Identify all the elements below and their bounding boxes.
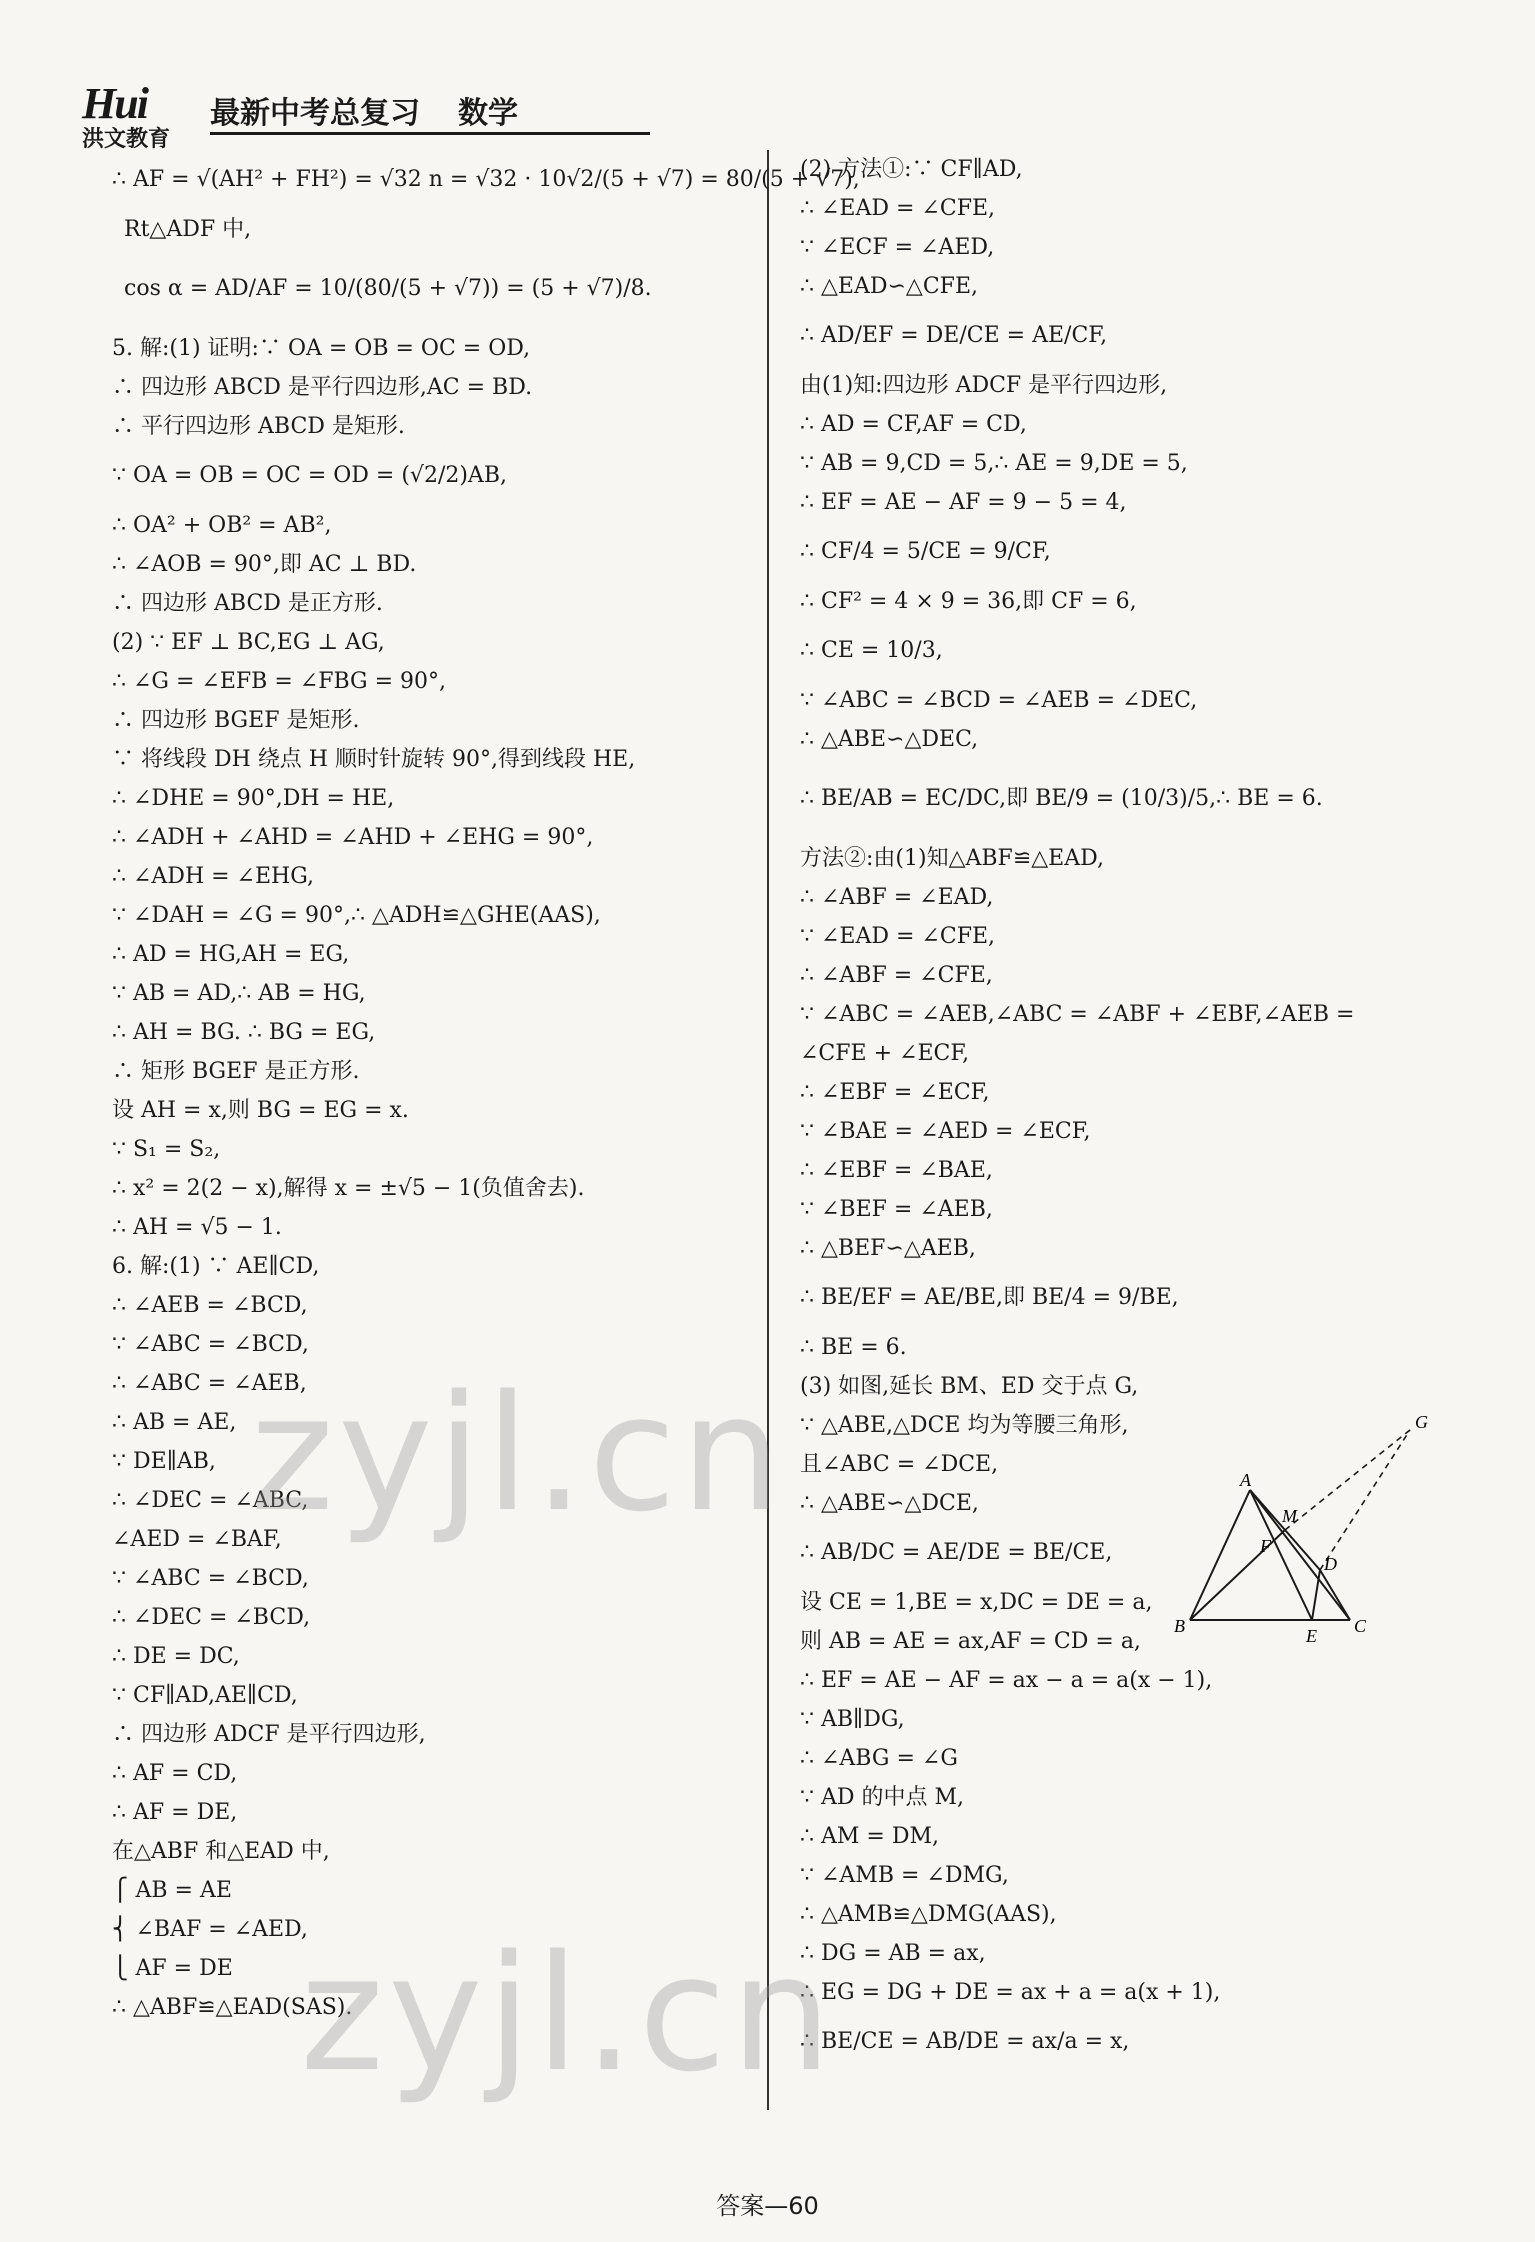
solution-line: Rt△ADF 中, (124, 217, 252, 242)
solution-line: ∴ EF = AE − AF = ax − a = a(x − 1), (800, 1668, 1213, 1693)
solution-line: ∴ AD = HG,AH = EG, (112, 942, 350, 967)
solution-line: ∴ EF = AE − AF = 9 − 5 = 4, (800, 490, 1127, 515)
solution-line: ∴ BE/AB = EC/DC,即 BE/9 = (10/3)/5,∴ BE = 6. (800, 786, 1323, 811)
solution-line: ∵ ∠ABC = ∠BCD = ∠AEB = ∠DEC, (800, 688, 1198, 713)
label-d: D (1324, 1554, 1337, 1574)
solution-line: ∴ △AMB≌△DMG(AAS), (800, 1902, 1057, 1927)
right-column (800, 150, 1460, 2072)
segment-dc (1320, 1570, 1350, 1620)
solution-line: 5. 解:(1) 证明:∵ OA = OB = OC = OD, (112, 336, 531, 361)
solution-line: ∴ CF/4 = 5/CE = 9/CF, (800, 539, 1051, 564)
solution-line: ∴ ∠DEC = ∠ABC, (112, 1488, 309, 1513)
geometry-diagram (1170, 1410, 1430, 1650)
solution-line: ∴ △EAD∽△CFE, (800, 274, 978, 299)
solution-line: ∵ ∠EAD = ∠CFE, (800, 924, 996, 949)
solution-line: ∵ CF∥AD,AE∥CD, (112, 1683, 298, 1708)
solution-line: ∴ 平行四边形 ABCD 是矩形. (112, 414, 405, 439)
publisher-logo: Hui (82, 79, 147, 128)
series-title: 最新中考总复习 (210, 96, 420, 131)
solution-line: ∴ △BEF∽△AEB, (800, 1236, 976, 1261)
solution-line: ∴ ∠G = ∠EFB = ∠FBG = 90°, (112, 669, 447, 694)
solution-line: ∵ DE∥AB, (112, 1449, 216, 1474)
solution-line: ∴ 矩形 BGEF 是正方形. (112, 1059, 360, 1084)
book-title (210, 88, 518, 132)
solution-line: ∴ DE = DC, (112, 1644, 240, 1669)
solution-line: ⎩ AF = DE (112, 1956, 233, 1981)
segment-ed (1312, 1570, 1320, 1620)
solution-line: ∵ AB = AD,∴ AB = HG, (112, 981, 366, 1006)
solution-line: ∴ ∠AEB = ∠BCD, (112, 1293, 308, 1318)
segment-ba (1190, 1490, 1250, 1620)
solution-line: ∴ ∠AOB = 90°,即 AC ⊥ BD. (112, 552, 417, 577)
column-divider (767, 150, 769, 2110)
solution-line: ∴ EG = DG + DE = ax + a = a(x + 1), (800, 1980, 1221, 2005)
solution-line: ∵ ∠DAH = ∠G = 90°,∴ △ADH≌△GHE(AAS), (112, 903, 601, 928)
label-e: E (1306, 1626, 1317, 1646)
solution-line: ∴ △ABE∽△DEC, (800, 727, 979, 752)
solution-line: 6. 解:(1) ∵ AE∥CD, (112, 1254, 320, 1279)
solution-line: ∵ S₁ = S₂, (112, 1137, 221, 1162)
solution-line: ∴ AF = DE, (112, 1800, 238, 1825)
solution-line: 在△ABF 和△EAD 中, (112, 1839, 330, 1864)
solution-line: 方法②:由(1)知△ABF≌△EAD, (800, 846, 1104, 871)
header-rule (210, 132, 650, 135)
solution-line: ∵ 将线段 DH 绕点 H 顺时针旋转 90°,得到线段 HE, (112, 747, 636, 772)
solution-line: ∵ ∠BEF = ∠AEB, (800, 1197, 993, 1222)
label-m: M (1282, 1506, 1297, 1526)
solution-line: ∵ ∠AMB = ∠DMG, (800, 1863, 1009, 1888)
solution-line: 由(1)知:四边形 ADCF 是平行四边形, (800, 373, 1168, 398)
solution-line: ∴ ∠ABC = ∠AEB, (112, 1371, 307, 1396)
solution-line: ∴ AF = √(AH² + FH²) = √32 n = √32 · 10√2/(5 + √7) = 80/(5 + √7), (112, 167, 860, 192)
solution-line: ∴ △ABF≌△EAD(SAS). (112, 1995, 353, 2020)
solution-line: 设 CE = 1,BE = x,DC = DE = a, (800, 1590, 1153, 1615)
solution-line: ∴ AF = CD, (112, 1761, 238, 1786)
solution-line: (3) 如图,延长 BM、ED 交于点 G, (800, 1374, 1139, 1399)
label-c: C (1354, 1616, 1367, 1636)
solution-line: ∵ ∠BAE = ∠AED = ∠ECF, (800, 1119, 1091, 1144)
solution-line: ∴ ∠ABF = ∠EAD, (800, 885, 994, 910)
solution-line: 且∠ABC = ∠DCE, (800, 1452, 999, 1477)
solution-line: ∴ x² = 2(2 − x),解得 x = ±√5 − 1(负值舍去). (112, 1176, 585, 1201)
solution-line: ∴ ∠DHE = 90°,DH = HE, (112, 786, 395, 811)
solution-line: ∴ OA² + OB² = AB², (112, 513, 332, 538)
solution-line: ∠AED = ∠BAF, (112, 1527, 282, 1552)
solution-line: ∵ OA = OB = OC = OD = (√2/2)AB, (112, 463, 507, 488)
solution-line: ∴ AB = AE, (112, 1410, 237, 1435)
solution-line: ∵ ∠ABC = ∠BCD, (112, 1332, 309, 1357)
solution-line: ∠CFE + ∠ECF, (800, 1041, 970, 1066)
label-b: B (1174, 1616, 1185, 1636)
solution-line: ∴ AD = CF,AF = CD, (800, 412, 1027, 437)
solution-line: ∴ ∠DEC = ∠BCD, (112, 1605, 311, 1630)
solution-line: ∴ 四边形 ABCD 是平行四边形,AC = BD. (112, 375, 533, 400)
solution-line: ∵ ∠ABC = ∠BCD, (112, 1566, 309, 1591)
subject-title: 数学 (458, 96, 518, 131)
solution-line: ∴ CF² = 4 × 9 = 36,即 CF = 6, (800, 589, 1137, 614)
label-g: G (1415, 1412, 1428, 1432)
solution-line: ∴ AB/DC = AE/DE = BE/CE, (800, 1540, 1113, 1565)
label-f: F (1260, 1536, 1271, 1556)
segment-dg-dashed (1320, 1430, 1410, 1570)
solution-line: 设 AH = x,则 BG = EG = x. (112, 1098, 409, 1123)
solution-line: ∴ BE = 6. (800, 1335, 907, 1360)
solution-line: ∴ ∠ABF = ∠CFE, (800, 963, 993, 988)
solution-line: ∴ ∠ADH = ∠EHG, (112, 864, 315, 889)
solution-line: ∴ BE/CE = AB/DE = ax/a = x, (800, 2029, 1130, 2054)
geometry-figure (1170, 1410, 1430, 1650)
solution-line: (2) 方法①:∵ CF∥AD, (800, 157, 1023, 182)
solution-line: ∵ AB∥DG, (800, 1707, 905, 1732)
solution-line: ∵ ∠ABC = ∠AEB,∠ABC = ∠ABF + ∠EBF,∠AEB = (800, 1002, 1355, 1027)
solution-line: ∴ DG = AB = ax, (800, 1941, 986, 1966)
watermark: zyjl.cn (250, 1360, 786, 1547)
solution-line: ∴ ∠EBF = ∠ECF, (800, 1080, 990, 1105)
solution-line: ∴ 四边形 ABCD 是正方形. (112, 591, 383, 616)
solution-line: ∵ △ABE,△DCE 均为等腰三角形, (800, 1413, 1129, 1438)
segment-mg-dashed (1285, 1430, 1410, 1530)
solution-line: 则 AB = AE = ax,AF = CD = a, (800, 1629, 1141, 1654)
solution-line: ∴ AM = DM, (800, 1824, 939, 1849)
watermark: zyjl.cn (300, 1920, 836, 2107)
solution-line: ⎧ AB = AE (112, 1878, 232, 1903)
solution-line: ∴ ∠ABG = ∠G (800, 1746, 958, 1771)
solution-line: cos α = AD/AF = 10/(80/(5 + √7)) = (5 + √7)/8. (124, 276, 652, 301)
solution-line: ∴ AH = BG. ∴ BG = EG, (112, 1020, 376, 1045)
page-number: 答案—60 (716, 2192, 819, 2220)
solution-line: (2) ∵ EF ⊥ BC,EG ⊥ AG, (112, 630, 385, 655)
solution-line: ∴ ∠ADH + ∠AHD = ∠AHD + ∠EHG = 90°, (112, 825, 594, 850)
solution-line: ∵ AB = 9,CD = 5,∴ AE = 9,DE = 5, (800, 451, 1188, 476)
solution-line: ∴ △ABE∽△DCE, (800, 1491, 979, 1516)
publisher-name: 洪文教育 (82, 127, 171, 152)
label-a: A (1240, 1470, 1251, 1490)
solution-line: ∴ 四边形 ADCF 是平行四边形, (112, 1722, 426, 1747)
solution-line: ∴ AH = √5 − 1. (112, 1215, 282, 1240)
solution-line: ∴ ∠EAD = ∠CFE, (800, 196, 996, 221)
solution-line: ∴ CE = 10/3, (800, 638, 943, 663)
solution-line: ⎨ ∠BAF = ∠AED, (112, 1917, 308, 1942)
solution-line: ∴ 四边形 BGEF 是矩形. (112, 708, 360, 733)
solution-line: ∵ ∠ECF = ∠AED, (800, 235, 995, 260)
solution-line: ∴ AD/EF = DE/CE = AE/CF, (800, 323, 1108, 348)
solution-line: ∴ ∠EBF = ∠BAE, (800, 1158, 993, 1183)
solution-line: ∵ AD 的中点 M, (800, 1785, 965, 1810)
page-header (82, 79, 562, 152)
solution-line: ∴ BE/EF = AE/BE,即 BE/4 = 9/BE, (800, 1285, 1179, 1310)
